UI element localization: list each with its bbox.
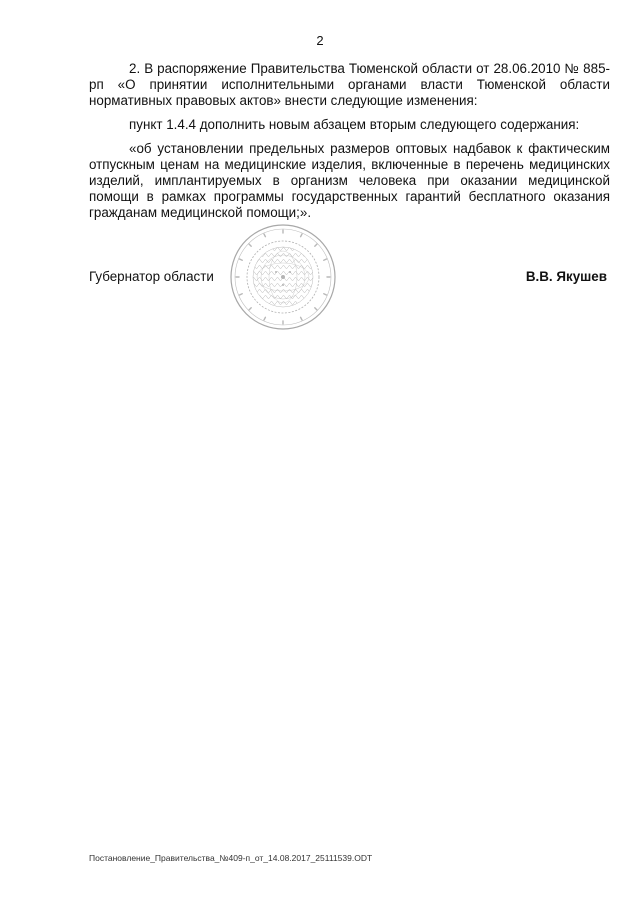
paragraph-amendment-text: 2. В распоряжение Правительства Тюменской области от 28.06.2010 № 885-рп «О принятии исполнительными органами власти Тюменской области нормативных правовых актов» внести следующие изменения:: [89, 61, 610, 108]
paragraph-quote: [89, 141, 610, 221]
paragraph-amendment: [89, 61, 610, 109]
signatory-name: В.В. Якушев: [525, 269, 607, 284]
official-seal-icon: [228, 222, 338, 332]
page-number: 2: [316, 33, 324, 48]
footer-filename: Постановление_Правительства_№409-п_от_14.08.2017_25111539.ODT: [89, 853, 373, 863]
seal-graphic: [228, 222, 338, 332]
paragraph-quote-text: «об установлении предельных размеров оптовых надбавок к фактическим отпускным ценам на медицинские изделия, включенные в перечень медицинских изделий, имплантируемых в организм человека при оказании медицинской помощи в рамках программы государственных гарантий бесплатного оказания гражданам медицинской помощи;».: [89, 141, 610, 220]
signatory-position: Губернатор области: [89, 269, 214, 284]
paragraph-clause: [89, 117, 610, 133]
paragraph-clause-text: пункт 1.4.4 дополнить новым абзацем вторым следующего содержания:: [129, 117, 580, 132]
